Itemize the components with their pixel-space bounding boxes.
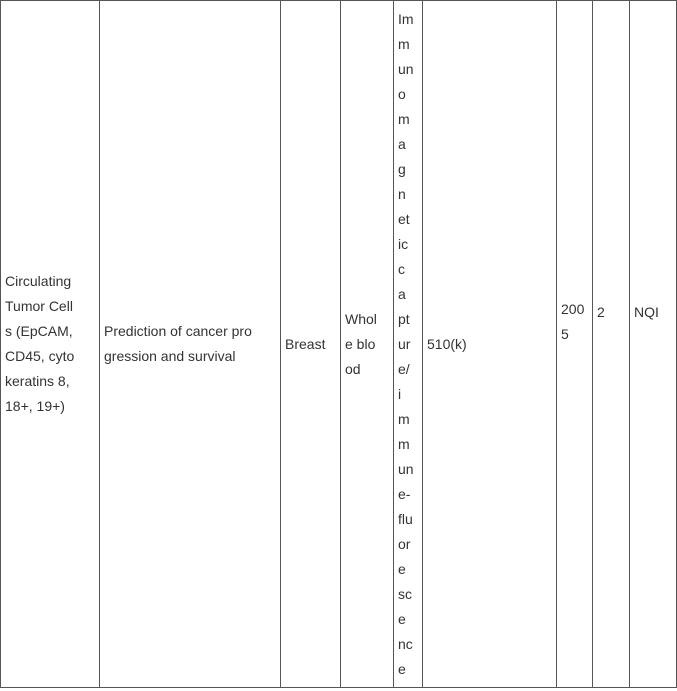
year-text: 200 5 <box>561 301 585 342</box>
method-cell <box>394 1 423 688</box>
application-cell <box>100 1 281 688</box>
level-text: 2 <box>597 304 605 320</box>
cancer-type-cell <box>281 1 341 688</box>
level-cell <box>593 1 630 688</box>
cancer-type-text: Breast <box>285 335 326 352</box>
reference-cell <box>423 1 557 688</box>
status-text: NQI <box>634 304 659 320</box>
application-text: Prediction of cancer pro gression and survival <box>104 323 252 364</box>
year-cell <box>557 1 593 688</box>
biomarker-text: Circulating Tumor Cell s (EpCAM, CD45, cyto keratins 8, 18+, 19+) <box>5 273 75 414</box>
reference-text: 510(k) <box>427 335 467 352</box>
sample-cell <box>341 1 394 688</box>
biomarker-cell <box>1 1 100 688</box>
table-row <box>1 1 677 688</box>
sample-text: Whol e blo od <box>345 310 377 377</box>
status-cell <box>630 1 677 688</box>
method-text: Im m un o m a g n et ic c a pt ur e/ i m m un e- flu or e sc e nc e <box>398 10 414 677</box>
